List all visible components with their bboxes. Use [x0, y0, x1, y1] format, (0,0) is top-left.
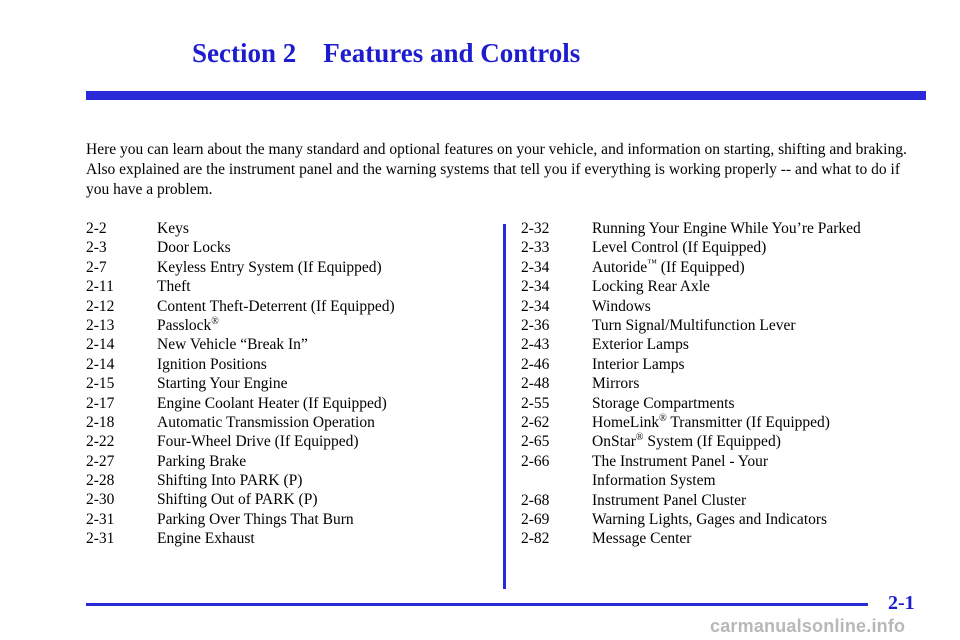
toc-page-number: 2-28 [86, 472, 115, 490]
toc-page-number: 2-34 [521, 258, 550, 276]
toc-page-number: 2-62 [521, 413, 550, 431]
toc-entry[interactable] [86, 394, 395, 413]
toc-entry-title: Mirrors [592, 375, 640, 393]
toc-page-number: 2-34 [521, 297, 550, 315]
toc-entry-title: Autoride™ (If Equipped) [592, 257, 745, 276]
toc-entry[interactable] [86, 355, 395, 374]
toc-entry-title: Instrument Panel Cluster [592, 491, 747, 509]
toc-left-column [86, 219, 395, 549]
toc-entry-title: HomeLink® Transmitter (If Equipped) [592, 412, 830, 431]
toc-page-number: 2-17 [86, 394, 115, 412]
toc-entry-title: Locking Rear Axle [592, 278, 710, 296]
toc-entry[interactable] [86, 529, 395, 548]
toc-entry[interactable] [521, 335, 861, 354]
toc-entry-title: Warning Lights, Gages and Indicators [592, 510, 828, 528]
toc-page-number: 2-46 [521, 355, 550, 373]
toc-page-number: 2-55 [521, 394, 550, 412]
toc-entry[interactable] [521, 277, 861, 296]
toc-entry[interactable] [521, 491, 861, 510]
toc-entry[interactable] [521, 432, 861, 451]
toc-entry-title: Starting Your Engine [157, 375, 288, 393]
toc-page-number: 2-18 [86, 413, 115, 431]
toc-entry[interactable] [521, 355, 861, 374]
toc-entry-title: Passlock® [157, 315, 219, 334]
toc-entry-title: Keys [157, 220, 189, 237]
toc-entry[interactable] [86, 510, 395, 529]
toc-entry[interactable] [86, 413, 395, 432]
toc-page-number: 2-32 [521, 220, 550, 237]
toc-entry-title: Message Center [592, 530, 692, 548]
toc-entry[interactable] [521, 510, 861, 529]
page-number: 2-1 [888, 592, 915, 614]
toc-entry-title: Turn Signal/Multifunction Lever [592, 316, 796, 334]
toc-page-number: 2-7 [86, 258, 107, 276]
toc-entry-title: Parking Over Things That Burn [157, 510, 354, 528]
toc-page-number: 2-2 [86, 220, 107, 237]
toc-entry[interactable] [86, 490, 395, 509]
toc-page-number: 2-11 [86, 278, 114, 296]
toc-page-number: 2-22 [86, 433, 115, 451]
toc-page-number: 2-69 [521, 510, 550, 528]
toc-page-number: 2-12 [86, 297, 115, 315]
toc-page-number: 2-27 [86, 452, 115, 470]
watermark: carmanualsonline.info [710, 616, 906, 636]
toc-entry-title: Theft [157, 278, 191, 296]
toc-entry[interactable] [521, 452, 861, 491]
toc-right-column [521, 219, 861, 549]
trademark-symbol: ® [635, 432, 644, 444]
trademark-symbol: ® [659, 412, 667, 424]
toc-entry-title: Shifting Into PARK (P) [157, 472, 303, 490]
toc-entry[interactable] [86, 258, 395, 277]
toc-entry[interactable] [86, 452, 395, 471]
toc-page-number: 2-34 [521, 278, 550, 296]
toc-page-number: 2-30 [86, 491, 115, 509]
toc-entry[interactable] [521, 238, 861, 257]
toc-page-number: 2-82 [521, 530, 550, 548]
section-title: Section 2 Features and Controls [192, 38, 581, 68]
toc-entry[interactable] [86, 335, 395, 354]
toc-entry[interactable] [86, 277, 395, 296]
toc-entry-title: Shifting Out of PARK (P) [157, 491, 318, 509]
toc-page-number: 2-31 [86, 510, 115, 528]
toc-page-number: 2-14 [86, 355, 115, 373]
toc-entry-title: Windows [592, 297, 651, 315]
toc-page-number: 2-36 [521, 316, 550, 334]
toc-entry-title: Door Locks [157, 239, 231, 257]
toc-entry[interactable] [521, 258, 861, 277]
toc-entry-title: Storage Compartments [592, 394, 735, 412]
toc-page-number: 2-66 [521, 452, 550, 470]
toc-page-number: 2-13 [86, 316, 115, 334]
trademark-symbol: ® [211, 315, 219, 327]
toc-entry[interactable] [521, 394, 861, 413]
toc-entry-title: Interior Lamps [592, 355, 685, 373]
toc-page-number: 2-31 [86, 530, 115, 548]
toc-entry[interactable] [86, 374, 395, 393]
toc-entry-title: Exterior Lamps [592, 336, 689, 354]
toc-entry[interactable] [86, 219, 395, 238]
toc-page-number: 2-14 [86, 336, 115, 354]
intro-paragraph: Here you can learn about the many standard and optional features on your vehicle, and information on starting, shifting and braking. Also explained are the instrument panel and the warning systems that tell you if everything is working properly -- and what to do if you have a problem. [86, 141, 907, 198]
toc-entry[interactable] [86, 238, 395, 257]
toc-entry-title: Keyless Entry System (If Equipped) [157, 258, 382, 276]
toc-entry[interactable] [521, 219, 861, 238]
toc-entry-title: The Instrument Panel - Your Information System [592, 452, 769, 490]
toc-entry-title: Level Control (If Equipped) [592, 239, 767, 257]
toc-entry-title: Ignition Positions [157, 355, 267, 373]
toc-entry-title: Engine Coolant Heater (If Equipped) [157, 394, 387, 412]
footer-rule [86, 603, 868, 606]
toc-page-number: 2-65 [521, 433, 550, 451]
toc-entry[interactable] [521, 316, 861, 335]
toc-page-number: 2-48 [521, 375, 550, 393]
toc-entry[interactable] [521, 297, 861, 316]
toc-entry-title: Parking Brake [157, 452, 247, 470]
toc-entry[interactable] [521, 529, 861, 548]
toc-entry[interactable] [86, 297, 395, 316]
toc-page-number: 2-33 [521, 239, 550, 257]
toc-entry-title: Content Theft-Deterrent (If Equipped) [157, 297, 395, 315]
toc-entry-title: Engine Exhaust [157, 530, 255, 548]
toc-page-number: 2-68 [521, 491, 550, 509]
toc-entry-title: Four-Wheel Drive (If Equipped) [157, 433, 359, 451]
toc-entry[interactable] [521, 374, 861, 393]
toc-entry-title: Running Your Engine While You’re Parked [592, 220, 861, 237]
toc-entry[interactable] [521, 413, 861, 432]
toc-entry[interactable] [86, 316, 395, 335]
toc-entry-title: New Vehicle “Break In” [157, 336, 308, 354]
header-rule [86, 91, 926, 100]
toc-entry-title: Automatic Transmission Operation [157, 413, 375, 431]
toc-entry[interactable] [86, 471, 395, 490]
toc-entry-title: OnStar® System (If Equipped) [592, 432, 781, 451]
toc-entry[interactable] [86, 432, 395, 451]
toc-page-number: 2-15 [86, 375, 115, 393]
toc-page-number: 2-3 [86, 239, 107, 257]
column-divider [503, 224, 506, 589]
toc-page-number: 2-43 [521, 336, 550, 354]
trademark-symbol: ™ [647, 257, 657, 269]
